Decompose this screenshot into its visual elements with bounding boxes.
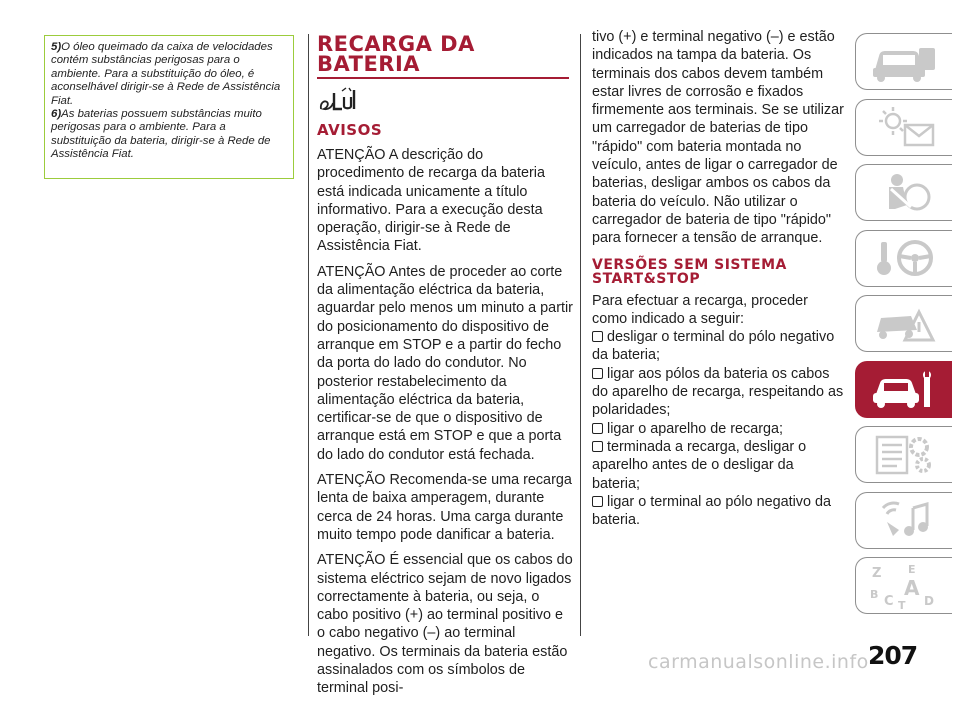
lui-logo-icon [318,87,358,117]
nav-tile-index[interactable] [855,557,952,614]
nav-tile-safety[interactable] [855,164,952,221]
step-2: ligar aos pólos da bateria os cabos do aparelho de recarga, respeitando as polaridades; [592,365,844,419]
battery-section [317,34,573,705]
list-item [592,493,844,530]
no-start-stop-heading-line1: VERSÕES SEM SISTEMA [592,256,787,273]
step-4: terminada a recarga, desligar o aparelho antes de o desligar da bateria; [592,438,807,492]
nav-tile-maintenance[interactable] [855,361,952,418]
nav-tile-technical-data[interactable] [855,426,952,483]
environment-notes-box [44,35,294,179]
index-alphabet-icon [864,561,944,611]
nav-tile-dashboard[interactable] [855,33,952,90]
emergency-triangle-icon [869,302,939,346]
note-6-marker: 6) [51,108,62,121]
chapter-nav [855,33,953,623]
note-5-marker: 5) [51,41,62,53]
index-letter-z: Z [872,565,882,581]
list-item [592,438,844,493]
nav-tile-multimedia[interactable] [855,492,952,549]
step-3: ligar o aparelho de recarga; [607,420,783,437]
column-divider-right [580,34,581,636]
key-steering-wheel-icon [869,236,939,280]
index-letter-d: D [924,593,934,608]
no-start-stop-heading [592,258,844,286]
continuation-paragraph: tivo (+) e terminal negativo (–) e estão indicados na tampa da bateria. Os terminais dos cabos devem também estar livres de corrosão e fixados firmemente aos terminais. Se se utilizar um carregador de baterias de tipo "rápido" com bateria montada no veículo, antes de ligar o carregador de baterias, desligar ambos os cabos da bateria do veículo. Não utilizar o carregador de bateria de tipo "rápido" para fornecer a tensão de arranque. [592,29,844,247]
multimedia-icon [869,498,939,542]
procedure-intro: Para efectuar a recarga, proceder como indicado a seguir: [592,292,808,327]
section-title-rule [317,77,569,79]
car-service-icon [869,367,939,411]
list-item [592,420,844,438]
section-title [317,34,573,74]
note-6-text: As baterias possuem substâncias muito perigosas para o ambiente. Para a substituição da bateria, dirigir-se à Rede de Assistência Fiat. [51,108,271,161]
continuation-text [592,28,844,248]
index-letter-t: T [898,598,906,611]
section-title-line1: RECARGA DA [317,32,475,56]
step-1: desligar o terminal do pólo negativo da bateria; [592,329,835,364]
list-item [592,365,844,420]
section-title-line2: BATERIA [317,52,421,76]
nav-tile-starting[interactable] [855,230,952,287]
checkbox-bullet-icon [592,441,603,452]
checkbox-bullet-icon [592,331,603,342]
charging-procedure [592,28,844,529]
warning-paragraph-1: ATENÇÃO A descrição do procedimento de recarga da bateria está indicada unicamente a título informativo. Para a execução desta operação, dirigir-se à Rede de Assistência Fiat. [317,147,545,255]
index-letter-b: B [870,587,879,601]
index-letter-e: E [908,562,916,576]
step-5: ligar o terminal ao pólo negativo da bateria. [592,493,831,529]
nav-tile-emergency[interactable] [855,295,952,352]
warning-lights-icon [869,105,939,149]
no-start-stop-heading-line2: START&STOP [592,270,701,287]
car-dashboard-icon [869,40,939,84]
warning-paragraph-2: ATENÇÃO Antes de proceder ao corte da alimentação eléctrica da bateria, aguardar pelo menos um minuto a partir do posicionamento do dispositivo de arranque em STOP e a partir do fecho da porta do lado do condutor. No posterior restabelecimento da alimentação eléctrica da bateria, certificar-se de que o dispositivo de arranque está em STOP e que a porta do lado do condutor está fechada. [317,263,573,463]
page-number: 207 [868,641,918,670]
note-6 [51,108,288,162]
warning-paragraph-3: ATENÇÃO Recomenda-se uma recarga lenta de baixa amperagem, durante cerca de 24 horas. Uma carga durante muito tempo pode danificar a bateria. [317,472,572,543]
checkbox-bullet-icon [592,368,603,379]
seat-safety-icon [869,171,939,215]
checkbox-bullet-icon [592,496,603,507]
watermark: carmanualsonline.info [648,651,869,673]
column-divider-left [308,34,309,636]
technical-data-icon [869,433,939,477]
note-5-text: O óleo queimado da caixa de velocidades contém substâncias perigosas para o ambiente. Para a substituição do óleo, é aconselhável dirigir-se à Rede de Assistência Fiat. [51,41,281,107]
list-item [592,328,844,365]
warnings-body [317,146,573,698]
checkbox-bullet-icon [592,423,603,434]
procedure-body [592,292,844,530]
note-5 [51,41,288,108]
index-letter-a: A [904,575,920,600]
index-letter-c: C [884,593,894,609]
warnings-heading: AVISOS [317,121,383,139]
warning-paragraph-4: ATENÇÃO É essencial que os cabos do sistema eléctrico sejam de novo ligados correctamente à bateria, ou seja, o cabo positivo (+) ao terminal positivo e o cabo negativo (–) ao terminal negativo. Os terminais da bateria estão assinalados com os símbolos de terminal posi- [317,552,573,697]
nav-tile-warning-lights[interactable] [855,99,952,156]
